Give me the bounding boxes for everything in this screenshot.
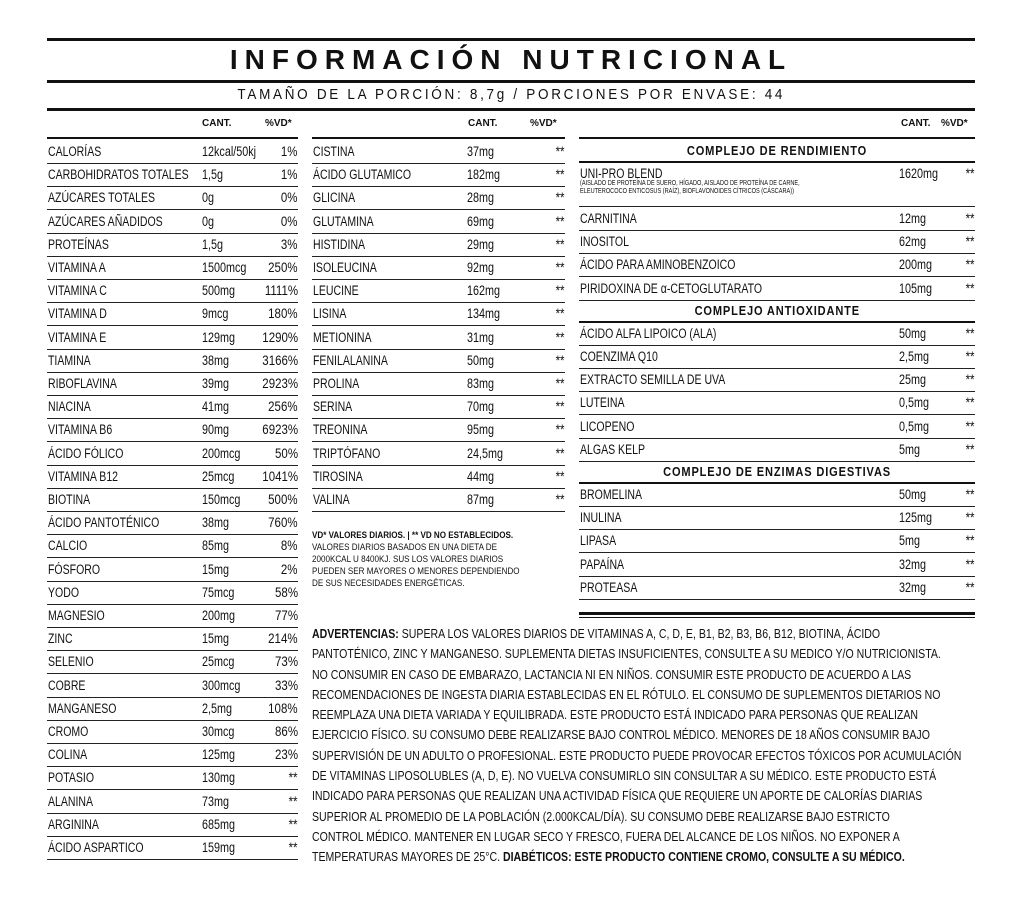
nutrient-amount: 50mg: [899, 325, 927, 341]
nutrient-name: METIONINA: [313, 329, 372, 345]
serving-size: TAMAÑO DE LA PORCIÓN: 8,7g / PORCIONES POR ENVASE: 44: [237, 86, 785, 103]
nutrient-daily-value: 86%: [275, 724, 298, 739]
nutrient-amount: 50mg: [467, 352, 495, 368]
nutrient-name: ÁCIDO ALFA LIPOICO (ALA): [580, 325, 717, 341]
nutrient-amount: 32mg: [899, 556, 927, 572]
nutrient-daily-value: **: [556, 260, 565, 275]
nutrient-amount: 0,5mg: [899, 418, 930, 434]
warning-line: TEMPERATURAS MAYORES DE 25°C. DIABÉTICOS: ESTE PRODUCTO CONTIENE CROMO, CONSULTE A SU MÉDICO.: [312, 849, 905, 865]
nutrient-daily-value: **: [289, 770, 298, 786]
nutrient-name: CALCIO: [48, 538, 88, 554]
nutrient-row: [47, 256, 298, 280]
nutrient-daily-value: 23%: [275, 747, 298, 763]
nutrient-row: [47, 650, 298, 674]
nutrient-amount: 29mg: [467, 236, 495, 252]
nutrient-daily-value: **: [556, 190, 565, 206]
nutrient-name: PROTEASA: [580, 579, 638, 595]
nutrient-daily-value: **: [966, 166, 975, 181]
nutrient-row: [579, 207, 975, 231]
nutrient-name: CALORÍAS: [48, 144, 102, 159]
nutrient-name: ÁCIDO PANTOTÉNICO: [48, 515, 160, 531]
diabetics-warning: DIABÉTICOS: ESTE PRODUCTO CONTIENE CROMO, CONSULTE A SU MÉDICO.: [502, 849, 905, 865]
nutrient-row: [47, 418, 298, 442]
nutrient-amount: 200mcg: [202, 445, 241, 461]
nutrient-name: NIACINA: [48, 399, 91, 415]
nutrient-name: PIRIDOXINA DE α-CETOGLUTARATO: [580, 280, 763, 296]
nutrient-name: RIBOFLAVINA: [48, 376, 117, 391]
nutrient-daily-value: 1%: [281, 167, 298, 183]
nutrient-row: [579, 277, 975, 301]
amount-header: CANT.: [202, 118, 232, 129]
nutrient-daily-value: **: [556, 352, 565, 368]
nutrient-daily-value: **: [289, 793, 298, 809]
nutrient-daily-value: 1290%: [262, 329, 298, 345]
warning-line: SUPERVISIÓN DE UN ADULTO O PROFESIONAL. ESTE PRODUCTO PUEDE PROVOCAR EFECTOS TÓXICOS POR ACUMULACIÓN: [312, 747, 962, 763]
nutrient-row: [312, 349, 565, 373]
nutrient-amount: 500mg: [202, 283, 236, 299]
nutrient-amount: 15mg: [202, 631, 230, 647]
nutrient-row: [579, 230, 975, 254]
nutrient-name: HISTIDINA: [313, 236, 366, 252]
nutrient-name: INULINA: [580, 510, 622, 526]
nutrient-name: COBRE: [48, 677, 86, 693]
nutrient-row: [579, 553, 975, 577]
nutrient-name: SELENIO: [48, 654, 94, 670]
nutrient-name: AZÚCARES TOTALES: [48, 190, 156, 206]
nutrient-name: ÁCIDO PARA AMINOBENZOICO: [580, 257, 736, 273]
nutrient-daily-value: 3166%: [262, 352, 298, 368]
nutrient-daily-value: **: [966, 579, 975, 595]
nutrient-amount: 0g: [202, 190, 215, 206]
nutrient-row: [312, 418, 565, 442]
nutrient-daily-value: 58%: [275, 584, 298, 600]
nutrient-amount: 1620mg: [899, 166, 939, 181]
nutrient-name: YODO: [48, 584, 80, 600]
nutrient-name: BROMELINA: [580, 487, 643, 502]
nutrient-name: LICOPENO: [580, 418, 635, 434]
nutrient-daily-value: **: [966, 441, 975, 457]
nutrient-name: INOSITOL: [580, 234, 629, 250]
nutrient-amount: 41mg: [202, 399, 230, 415]
amount-header: CANT.: [468, 118, 498, 129]
nutrient-row: [312, 488, 565, 512]
footnote-line: 2000KCAL U 8400KJ. SUS LOS VALORES DIARIOS: [312, 554, 504, 565]
dv-header: %VD*: [530, 118, 557, 129]
nutrient-name: AZÚCARES AÑADIDOS: [48, 213, 163, 229]
warning-line: CONTROL MÉDICO. MANTENER EN LUGAR SECO Y FRESCO, FUERA DEL ALCANCE DE LOS NIÑOS. NO EXPONER A: [312, 828, 900, 844]
nutrient-daily-value: **: [556, 283, 565, 299]
nutrient-name: CARBOHIDRATOS TOTALES: [48, 167, 189, 183]
nutrient-name: COENZIMA Q10: [580, 349, 658, 364]
nutrient-row: [47, 302, 298, 326]
nutrient-daily-value: 1%: [281, 144, 298, 159]
nutrient-amount: 125mg: [202, 747, 236, 763]
nutrient-row: [579, 506, 975, 530]
nutrient-row: [47, 140, 298, 164]
nutrient-daily-value: **: [556, 492, 565, 507]
nutrient-daily-value: 6923%: [262, 422, 298, 438]
nutrient-amount: 69mg: [467, 213, 495, 229]
nutrient-row: [312, 279, 565, 303]
nutrient-name: POTASIO: [48, 770, 95, 786]
nutrient-daily-value: **: [966, 349, 975, 364]
nutrient-row: [47, 813, 298, 837]
nutrient-amount: 50mg: [899, 487, 927, 502]
nutrition-label: [47, 38, 975, 868]
nutrient-row: [312, 163, 565, 187]
nutrient-name: VITAMINA C: [48, 283, 107, 299]
nutrient-amount: 129mg: [202, 329, 236, 345]
nutrient-name: CROMO: [48, 724, 89, 739]
warning-line: RECOMENDACIONES DE INGESTA DIARIA ESTABLECIDAS EN EL RÓTULO. EL CONSUMO DE SUPLEMENTOS DIETARIOS NO: [312, 686, 941, 702]
nutrient-amount: 159mg: [202, 840, 236, 855]
nutrient-name: GLICINA: [313, 190, 356, 206]
nutrient-daily-value: 3%: [281, 236, 298, 252]
nutrient-name: EXTRACTO SEMILLA DE UVA: [580, 372, 726, 388]
nutrient-name: VITAMINA B6: [48, 422, 113, 438]
warning-rule: [579, 612, 975, 615]
dv-header: %VD*: [265, 118, 292, 129]
nutrient-row: [579, 253, 975, 277]
nutrient-amount: 25mg: [899, 372, 927, 388]
nutrient-name: TREONINA: [313, 422, 368, 438]
nutrient-daily-value: 77%: [275, 608, 298, 623]
nutrient-row: [47, 349, 298, 373]
nutrient-amount: 85mg: [202, 538, 230, 554]
nutrient-row: [312, 442, 565, 466]
section-heading: COMPLEJO ANTIOXIDANTE: [579, 300, 975, 323]
nutrient-row: [47, 697, 298, 721]
section-heading: COMPLEJO DE ENZIMAS DIGESTIVAS: [579, 461, 975, 484]
nutrient-name: FENILALANINA: [313, 352, 388, 368]
nutrient-row: [47, 326, 298, 350]
nutrient-row: [579, 391, 975, 415]
nutrient-row: [312, 465, 565, 489]
nutrient-row: [579, 415, 975, 439]
nutrient-daily-value: **: [556, 144, 565, 159]
nutrient-daily-value: **: [966, 510, 975, 526]
nutrient-row: [312, 140, 565, 164]
nutrient-daily-value: **: [966, 487, 975, 502]
nutrient-row: [312, 326, 565, 350]
nutrient-amount: 134mg: [467, 306, 501, 322]
nutrient-row: [47, 720, 298, 744]
nutrient-daily-value: **: [556, 306, 565, 322]
nutrient-amount: 92mg: [467, 260, 495, 275]
nutrient-daily-value: **: [556, 236, 565, 252]
nutrient-daily-value: **: [556, 445, 565, 461]
nutrient-amount: 39mg: [202, 376, 230, 391]
footnote-line: PUEDEN SER MAYORES O MENORES DEPENDIENDO: [312, 566, 520, 577]
nutrient-amount: 90mg: [202, 422, 230, 438]
nutrient-name: SERINA: [313, 399, 353, 415]
nutrient-amount: 25mcg: [202, 654, 235, 670]
nutrient-row: [47, 372, 298, 396]
daily-value-footnote: [312, 530, 577, 590]
nutrient-row: [47, 836, 298, 860]
nutrient-name: TIROSINA: [313, 468, 363, 484]
nutrient-row: [47, 210, 298, 234]
nutrient-name: PAPAÍNA: [580, 556, 625, 572]
nutrient-name: VITAMINA A: [48, 260, 106, 275]
nutrient-amount: 182mg: [467, 167, 501, 183]
nutrient-name: LISINA: [313, 306, 347, 322]
nutrient-daily-value: 0%: [281, 213, 298, 229]
nutrient-amount: 73mg: [202, 793, 230, 809]
warning-line: PANTOTÉNICO, ZINC Y MANGANESO. SUPLEMENTA DIETAS INSUFICIENTES, CONSULTE A SU MEDICO Y/O NUTRICIONISTA.: [312, 646, 941, 662]
nutrient-daily-value: **: [966, 211, 975, 226]
nutrient-row: [47, 674, 298, 698]
nutrient-amount: 125mg: [899, 510, 933, 526]
top-rule: [47, 38, 975, 41]
nutrient-name: VITAMINA B12: [48, 468, 119, 484]
nutrient-daily-value: 8%: [281, 538, 298, 554]
nutrient-name: COLINA: [48, 747, 88, 763]
nutrient-daily-value: 73%: [275, 654, 298, 670]
nutrient-row: [47, 581, 298, 605]
nutrient-row: [47, 233, 298, 257]
nutrient-amount: 31mg: [467, 329, 495, 345]
nutrient-daily-value: **: [966, 556, 975, 572]
nutrient-amount: 25mcg: [202, 468, 235, 484]
nutrient-name: MAGNESIO: [48, 608, 105, 623]
nutrient-amount: 300mcg: [202, 677, 241, 693]
nutrient-row: [579, 345, 975, 369]
nutrient-row: [47, 558, 298, 582]
nutrient-row: [312, 395, 565, 419]
nutrient-daily-value: **: [556, 329, 565, 345]
nutrient-name: TIAMINA: [48, 352, 91, 368]
nutrient-row: [312, 302, 565, 326]
label-title: INFORMACIÓN NUTRICIONAL: [229, 44, 793, 75]
nutrient-amount: 87mg: [467, 492, 495, 507]
nutrient-amount: 130mg: [202, 770, 236, 786]
nutrient-daily-value: **: [289, 816, 298, 832]
nutrient-amount: 1,5g: [202, 167, 224, 183]
nutrient-daily-value: **: [966, 234, 975, 250]
nutrient-row: [47, 604, 298, 628]
nutrient-name: UNI-PRO BLEND: [580, 166, 663, 181]
nutrient-daily-value: **: [556, 213, 565, 229]
nutrient-amount: 1,5g: [202, 236, 224, 252]
header-rule: [312, 137, 565, 139]
nutrient-row: [312, 210, 565, 234]
nutrient-name: TRIPTÓFANO: [313, 445, 381, 461]
nutrient-daily-value: **: [966, 395, 975, 411]
nutrient-name: ZINC: [48, 631, 73, 647]
nutrient-amount: 5mg: [899, 441, 921, 457]
warning-line: NO CONSUMIR EN CASO DE EMBARAZO, LACTANCIA NI EN NIÑOS. CONSUMIR ESTE PRODUCTO DE ACUERDO A LAS: [312, 666, 912, 682]
nutrient-row: [579, 529, 975, 553]
nutrient-amount: 162mg: [467, 283, 501, 299]
nutrient-amount: 95mg: [467, 422, 495, 438]
nutrient-amount: 200mg: [202, 608, 236, 623]
nutrient-name: ISOLEUCINA: [313, 260, 377, 275]
nutrient-name: CARNITINA: [580, 211, 637, 226]
nutrient-amount: 62mg: [899, 234, 927, 250]
nutrient-row: [47, 465, 298, 489]
warning-rule-thin: [579, 617, 975, 618]
nutrient-name: PROTEÍNAS: [48, 236, 109, 252]
nutrient-amount: 28mg: [467, 190, 495, 206]
nutrient-row: [579, 576, 975, 600]
nutrient-row: [312, 256, 565, 280]
nutrient-amount: 5mg: [899, 533, 921, 549]
warnings-text: [312, 624, 975, 868]
nutrient-amount: 0,5mg: [899, 395, 930, 411]
nutrient-row: [579, 438, 975, 462]
nutrient-daily-value: 2%: [281, 561, 298, 577]
nutrient-name: FÓSFORO: [48, 561, 101, 577]
warning-line: DE VITAMINAS LIPOSOLUBLES (A, D, E). NO VUELVA CONSUMIRLO SIN CONSULTAR A SU MÉDICO. ESTE PRODUCTO ESTÁ: [312, 768, 937, 784]
nutrient-row: [47, 511, 298, 535]
nutrient-name: PROLINA: [313, 376, 360, 391]
nutrient-amount: 9mcg: [202, 306, 229, 322]
nutrient-row: [47, 488, 298, 512]
nutrient-row: [312, 186, 565, 210]
nutrient-amount: 2,5mg: [899, 349, 930, 364]
nutrient-name: VALINA: [313, 492, 350, 507]
nutrient-daily-value: **: [966, 325, 975, 341]
nutrient-row: [312, 372, 565, 396]
nutrient-daily-value: **: [966, 280, 975, 296]
nutrient-amount: 150mcg: [202, 492, 241, 507]
nutrient-daily-value: **: [289, 840, 298, 855]
nutrient-amount: 44mg: [467, 468, 495, 484]
nutrient-daily-value: 50%: [275, 445, 298, 461]
nutrient-daily-value: 250%: [268, 260, 298, 275]
nutrient-daily-value: 180%: [268, 306, 298, 322]
nutrient-row: [47, 279, 298, 303]
warning-line: REEMPLAZA UNA DIETA VARIADA Y EQUILIBRADA. ESTE PRODUCTO ESTÁ INDICADO PARA PERSONAS QUE REALIZAN: [312, 707, 919, 723]
nutrient-amount: 12kcal/50kj: [202, 144, 257, 159]
nutrient-daily-value: 256%: [268, 399, 298, 415]
warning-line: EJERCICIO FÍSICO. SU CONSUMO DEBE REALIZARSE BAJO CONTROL MÉDICO. MENORES DE 18 AÑOS CONSUMIR BAJO: [312, 727, 930, 743]
nutrient-daily-value: 1041%: [262, 468, 298, 484]
nutrient-daily-value: 2923%: [262, 376, 298, 391]
nutrient-name: ARGININA: [48, 816, 99, 832]
footnote-line: VD* VALORES DIARIOS. | ** VD NO ESTABLECIDOS.: [312, 530, 514, 541]
nutrient-row: [47, 790, 298, 814]
nutrient-daily-value: **: [556, 167, 565, 183]
nutrient-name: ÁCIDO ASPARTICO: [48, 840, 144, 855]
nutrient-amount: 0g: [202, 213, 215, 229]
nutrient-daily-value: 1111%: [264, 283, 298, 299]
nutrient-daily-value: 214%: [268, 631, 298, 647]
nutrient-daily-value: 500%: [268, 492, 298, 507]
blend-row: [579, 162, 975, 207]
nutrient-daily-value: 33%: [275, 677, 298, 693]
nutrient-daily-value: **: [556, 399, 565, 415]
nutrient-amount: 30mcg: [202, 724, 235, 739]
nutrient-amount: 200mg: [899, 257, 933, 273]
nutrient-row: [312, 233, 565, 257]
nutrient-row: [579, 483, 975, 507]
nutrient-amount: 12mg: [899, 211, 927, 226]
nutrient-name: ÁCIDO FÓLICO: [48, 445, 124, 461]
nutrient-amount: 685mg: [202, 816, 236, 832]
nutrient-amount: 1500mcg: [202, 260, 247, 275]
nutrient-daily-value: **: [966, 533, 975, 549]
nutrient-row: [579, 368, 975, 392]
nutrient-amount: 38mg: [202, 352, 230, 368]
nutrient-daily-value: **: [556, 376, 565, 391]
nutrient-name: LUTEINA: [580, 395, 625, 411]
nutrient-amount: 75mcg: [202, 584, 235, 600]
warning-line: INDICADO PARA PERSONAS QUE REALIZAN UNA ACTIVIDAD FÍSICA QUE REQUIERE UN APORTE DE CALORÍAS DIARIAS: [312, 788, 923, 804]
amount-header: CANT.: [901, 118, 931, 129]
nutrient-row: [47, 186, 298, 210]
nutrient-amount: 83mg: [467, 376, 495, 391]
nutrient-daily-value: **: [966, 372, 975, 388]
nutrient-daily-value: **: [556, 468, 565, 484]
warning-line: SUPERIOR AL PROMEDIO DE LA POBLACIÓN (2.000KCAL/DÍA). SU CONSUMO DEBE REALIZARSE BAJO ESTRICTO: [312, 808, 890, 824]
footnote-line: VALORES DIARIOS BASADOS EN UNA DIETA DE: [312, 542, 498, 553]
nutrient-amount: 32mg: [899, 579, 927, 595]
nutrient-amount: 37mg: [467, 144, 495, 159]
section-heading: COMPLEJO DE RENDIMIENTO: [579, 140, 975, 163]
nutrient-daily-value: 0%: [281, 190, 298, 206]
nutrient-amount: 2,5mg: [202, 700, 233, 716]
nutrient-amount: 70mg: [467, 399, 495, 415]
nutrient-name: CISTINA: [313, 144, 355, 159]
nutrient-row: [47, 534, 298, 558]
nutrient-row: [47, 395, 298, 419]
nutrient-daily-value: **: [966, 418, 975, 434]
nutrient-row: [47, 766, 298, 790]
nutrient-row: [579, 322, 975, 346]
nutrient-name: LEUCINE: [313, 283, 359, 299]
nutrient-name: LIPASA: [580, 533, 617, 549]
nutrient-name: VITAMINA D: [48, 306, 107, 322]
blend-ingredients: (AISLADO DE PROTEÍNA DE SUERO, HÍGADO, AISLADO DE PROTEÍNA DE CARNE, ELEUTEROCOCO ENTICOSUS (RAÍZ), BIOFLAVONOIDES CÍTRICOS (CÁSCARA)): [580, 180, 800, 195]
nutrient-daily-value: **: [556, 422, 565, 438]
nutrient-amount: 24,5mg: [467, 445, 504, 461]
dv-header: %VD*: [941, 118, 968, 129]
nutrient-name: VITAMINA E: [48, 329, 107, 345]
nutrient-daily-value: 760%: [268, 515, 298, 531]
nutrient-row: [47, 627, 298, 651]
footnote-line: DE SUS NECESIDADES ENERGÉTICAS.: [312, 578, 465, 589]
nutrient-amount: 38mg: [202, 515, 230, 531]
nutrient-name: BIOTINA: [48, 492, 91, 507]
header-rule: [47, 137, 298, 139]
nutrient-name: ALGAS KELP: [580, 441, 645, 457]
serving-rule: [47, 108, 975, 111]
nutrient-name: ALANINA: [48, 793, 94, 809]
nutrient-row: [47, 743, 298, 767]
nutrient-daily-value: **: [966, 257, 975, 273]
nutrient-amount: 15mg: [202, 561, 230, 577]
warning-line: ADVERTENCIAS: SUPERA LOS VALORES DIARIOS DE VITAMINAS A, C, D, E, B1, B2, B3, B6, B12, BIOTINA, ÁCIDO: [312, 626, 881, 641]
title-rule: [47, 80, 975, 83]
warning-label: ADVERTENCIAS:: [312, 626, 399, 641]
nutrient-name: GLUTAMINA: [313, 213, 374, 229]
nutrient-daily-value: 108%: [268, 700, 298, 716]
nutrient-name: ÁCIDO GLUTAMICO: [313, 167, 412, 183]
nutrient-row: [47, 442, 298, 466]
nutrient-amount: 105mg: [899, 280, 933, 296]
header-rule: [579, 137, 975, 139]
nutrient-row: [47, 163, 298, 187]
nutrient-name: MANGANESO: [48, 700, 117, 716]
